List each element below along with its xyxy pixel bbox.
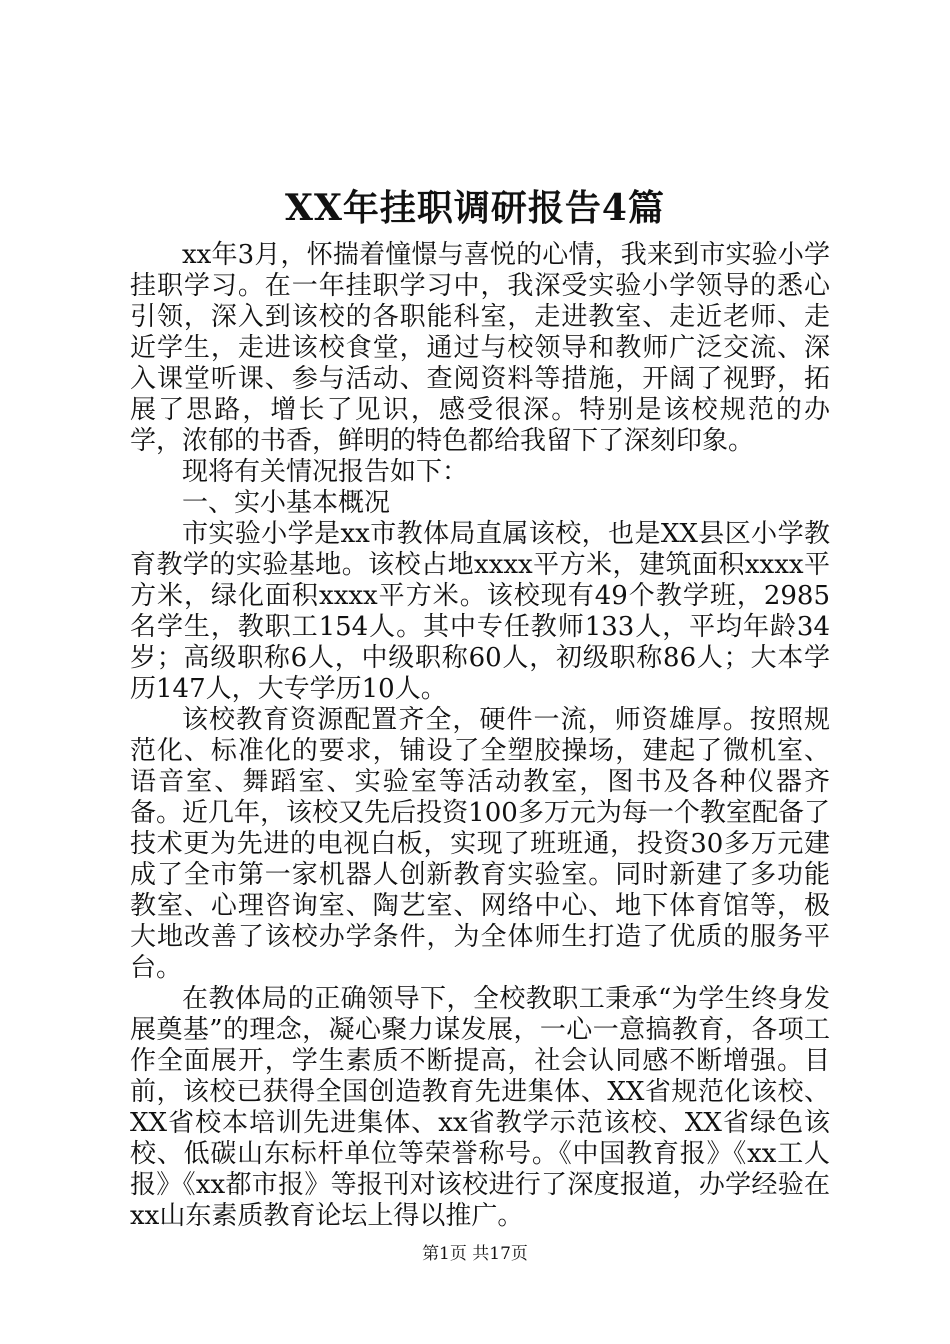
paragraph-achievements: 在教体局的正确领导下，全校教职工秉承“为学生终身发展奠基”的理念，凝心聚力谋发展，一心一意搞教育，各项工作全面展开，学生素质不断提高，社会认同感不断增强。目前，该校已获得全国创造教育先进集体、XX省规范化该校、XX省校本培训先进集体、xx省教学示范该校、XX省绿色该校、低碳山东标杆单位等荣誉称号。《中国教育报》《xx工人报》《xx都市报》等报刊对该校进行了深度报道，办学经验在xx山东素质教育论坛上得以推广。 (130, 984, 830, 1231)
section-heading-overview: 一、实小基本概况 (182, 488, 391, 518)
page-number-footer: 第1页 共17页 (422, 1244, 528, 1264)
document-body (130, 240, 830, 1232)
paragraph-school-stats: 市实验小学是xx市教体局直属该校，也是XX县区小学教育教学的实验基地。该校占地xxxx平方米，建筑面积xxxx平方米，绿化面积xxxx平方米。该校现有49个教学班，2985名学生，教职工154人。其中专任教师133人，平均年龄34岁；高级职称6人，中级职称60人，初级职称86人；大本学历147人，大专学历10人。 (130, 519, 830, 704)
paragraph-intro: xx年3月，怀揣着憧憬与喜悦的心情，我来到市实验小学挂职学习。在一年挂职学习中，我深受实验小学领导的悉心引领，深入到该校的各职能科室，走进教室、走近老师、走近学生，走进该校食堂，通过与校领导和教师广泛交流、深入课堂听课、参与活动、查阅资料等措施，开阔了视野，拓展了思路，增长了见识，感受很深。特别是该校规范的办学，浓郁的书香，鲜明的特色都给我留下了深刻印象。 (130, 240, 830, 456)
paragraph-report-lead: 现将有关情况报告如下： (182, 457, 469, 487)
document-title: XX年挂职调研报告4篇 (285, 187, 665, 229)
paragraph-resources: 该校教育资源配置齐全，硬件一流，师资雄厚。按照规范化、标准化的要求，铺设了全塑胶操场，建起了微机室、语音室、舞蹈室、实验室等活动教室，图书及各种仪器齐备。近几年，该校又先后投资100多万元为每一个教室配备了技术更为先进的电视白板，实现了班班通，投资30多万元建成了全市第一家机器人创新教育实验室。同时新建了多功能教室、心理咨询室、陶艺室、网络中心、地下体育馆等，极大地改善了该校办学条件，为全体师生打造了优质的服务平台。 (130, 705, 830, 983)
